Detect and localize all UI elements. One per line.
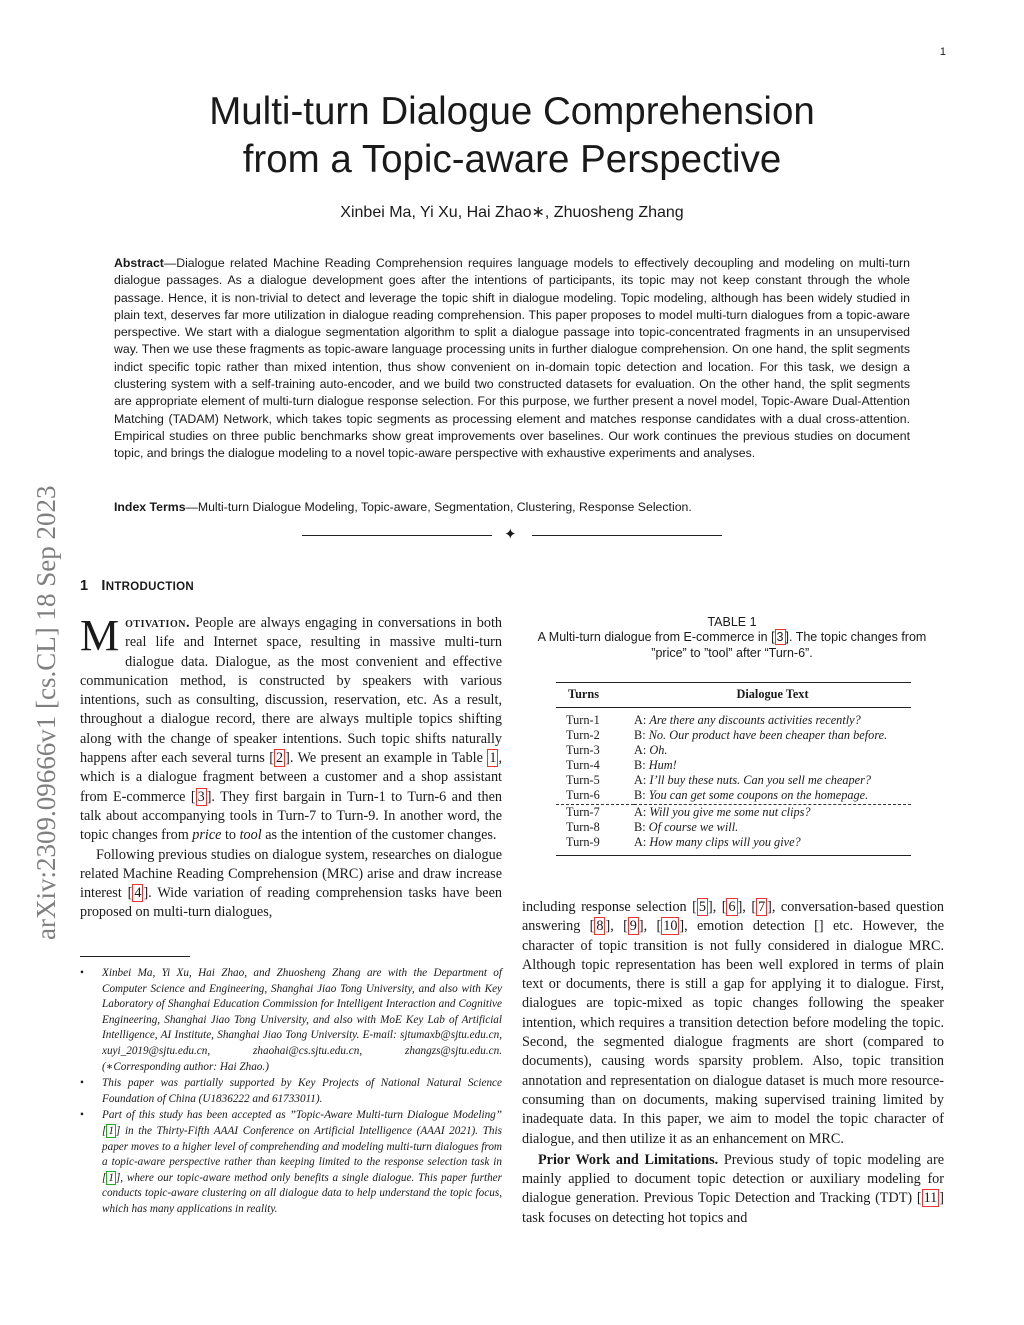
citation-link[interactable]: 9 — [629, 918, 637, 935]
section-initial: I — [101, 578, 106, 594]
section-separator — [302, 526, 722, 546]
speaker-label: B: — [634, 728, 646, 743]
text-run: ] task focuses on detecting hot topics and — [522, 1190, 944, 1226]
author-list: Xinbei Ma, Yi Xu, Hai Zhao∗, Zhuosheng Zhang — [340, 204, 684, 221]
utterance-cell — [634, 708, 911, 729]
page-number: 1 — [939, 46, 946, 58]
table-row — [556, 820, 911, 835]
title-line-2: from a Topic-aware Perspective — [242, 138, 782, 181]
right-column — [522, 898, 944, 1228]
emphasis-price: price — [192, 827, 222, 844]
separator-line-left — [302, 535, 492, 536]
turn-cell: Turn-8 — [566, 819, 600, 834]
section-title-rest: NTRODUCTION — [105, 581, 194, 593]
utterance-text: You can get some coupons on the homepage. — [648, 788, 869, 803]
turn-cell: Turn-2 — [566, 728, 600, 743]
table-row — [556, 804, 911, 820]
table-row — [556, 835, 911, 856]
footnotes — [80, 966, 502, 1219]
column-header-turns: Turns — [556, 683, 634, 708]
index-terms — [114, 499, 910, 516]
speaker-label: A: — [634, 834, 647, 849]
text-run: ]. We present an example in Table — [285, 750, 488, 767]
turn-cell: Turn-5 — [566, 773, 600, 788]
speaker-label: A: — [634, 804, 647, 819]
paper-title — [112, 88, 912, 184]
speaker-label: B: — [634, 788, 646, 803]
text-run: ]. They first bargain in Turn-1 to Turn-6 and then talk about accompanying tools in Turn-7 to Turn-9. In another word, the topic changes from — [80, 788, 502, 844]
footnote-funding: • This paper was partially supported by Key Projects of National Natural Science Foundation of China (U1836222 and 61733011). — [80, 1076, 502, 1107]
utterance-cell — [634, 804, 911, 820]
table-header-row — [556, 683, 911, 708]
text-run: , which is a dialogue fragment between a customer and a shop assistant from E-commerce [ — [80, 750, 502, 805]
utterance-text: No. Our product have been cheaper than before. — [648, 728, 888, 743]
arxiv-stamp: arXiv:2309.09666v1 [cs.CL] 18 Sep 2023 — [31, 485, 61, 940]
utterance-cell — [634, 743, 911, 758]
text-run: Previous study of topic modeling are mainly applied to document topic detection or auxiliary modeling for dialogue generation. Previous Topic Detection and Tracking (TDT) [ — [522, 1151, 945, 1207]
dialogue-table — [556, 682, 911, 856]
speaker-label: A: — [634, 773, 647, 788]
citation-link[interactable]: 7 — [758, 899, 766, 915]
text-run: as the intention of the customer changes. — [261, 827, 497, 844]
table-reference-link[interactable]: 1 — [489, 750, 497, 767]
utterance-text: Will you give me some nut clips? — [649, 804, 811, 819]
utterance-cell — [634, 788, 911, 804]
intro-paragraph-1 — [80, 611, 502, 846]
speaker-label: B: — [634, 819, 646, 834]
table-row — [556, 758, 911, 773]
utterance-text: How many clips will you give? — [649, 834, 801, 849]
table-row — [556, 743, 911, 758]
intro-paragraph-2 — [80, 846, 502, 923]
citation-link[interactable]: 3 — [197, 788, 205, 805]
turn-cell: Turn-3 — [566, 743, 600, 758]
abstract-label: Abstract — [114, 256, 164, 270]
title-line-1: Multi-turn Dialogue Comprehension — [209, 90, 815, 133]
index-terms-text: —Multi-turn Dialogue Modeling, Topic-aware, Segmentation, Clustering, Response Selection. — [185, 500, 692, 514]
speaker-label: B: — [634, 758, 646, 773]
index-terms-label: Index Terms — [114, 500, 186, 514]
table-row — [556, 708, 911, 729]
citation-link[interactable]: 8 — [596, 918, 604, 935]
citation-link[interactable]: 11 — [923, 1190, 938, 1207]
utterance-cell — [634, 773, 911, 788]
utterance-cell — [634, 820, 911, 835]
right-paragraph-1 — [522, 898, 944, 1149]
separator-diamond-icon: ✦ — [504, 527, 517, 543]
separator-line-right — [532, 535, 722, 536]
speaker-label: A: — [634, 743, 647, 758]
utterance-text: Hum! — [648, 758, 677, 773]
citation-link[interactable]: 4 — [134, 885, 142, 902]
drop-cap: M — [80, 611, 120, 660]
table-row — [556, 728, 911, 743]
run-in-heading: otivation. — [125, 615, 190, 631]
table-row-topic-boundary — [556, 788, 911, 804]
utterance-text: Of course we will. — [648, 819, 739, 834]
turn-cell: Turn-7 — [566, 804, 600, 819]
section-heading-introduction — [80, 578, 194, 594]
right-paragraph-2 — [522, 1151, 944, 1228]
text-run: People are always engaging in conversations in both real life and Internet space, resulting in massive multi-turn dialogue data. Dialogue, as the most convenient and effective communication method, is constructed by speakers with various intentions, such as consulting, discussion, reservation, etc. As a result, throughout a dialogue record, there are always multiple topics shifting along with the change of speaker intentions. Such topic shifts naturally happens after each several turns [ — [80, 615, 502, 767]
utterance-text: Are there any discounts activities recently? — [649, 713, 861, 727]
text-run: ]. The topic changes from ”price” to ”tool” after “Turn-6”. — [651, 630, 927, 660]
text-run: Following previous studies on dialogue system, researches on dialogue related Machine Reading Comprehension (MRC) arise and draw increase interest [ — [80, 846, 502, 902]
citation-link[interactable]: 10 — [663, 918, 678, 935]
text-run: ], [ — [737, 899, 757, 915]
text-run: Part of this study has been accepted as ”Topic-Aware Multi-turn Dialogue Modeling” [ — [102, 1109, 502, 1137]
left-column — [80, 611, 502, 923]
footnote-prior-publication — [80, 1108, 502, 1217]
utterance-cell — [634, 728, 911, 743]
citation-link[interactable]: 1 — [108, 1171, 114, 1184]
text-run: ]. Wide variation of reading comprehension tasks have been proposed on multi-turn dialogues, — [80, 885, 502, 921]
table-label: TABLE 1 — [707, 615, 757, 629]
footnote-affiliation: • Xinbei Ma, Yi Xu, Hai Zhao, and Zhuosheng Zhang are with the Department of Computer Science and Engineering, Shanghai Jiao Tong University, and also with Key Laboratory of Shanghai Education Commission for Intelligent Interaction and Cognitive Engineering, Shanghai Jiao Tong University, and also with MoE Key Lab of Artificial Intelligence, AI Institute, Shanghai Jiao Tong University. E-mail: sjtumaxb@sjtu.edu.cn, xuyi_2019@sjtu.edu.cn, zhaohai@cs.sjtu.edu.cn, zhangzs@sjtu.edu.cn. (∗Corresponding author: Hai Zhao.) — [80, 966, 502, 1075]
emphasis-tool: tool — [239, 827, 262, 844]
citation-link[interactable]: 5 — [698, 899, 706, 915]
text-run: ], conversation-based question answering [ — [522, 899, 945, 935]
run-in-heading: Prior Work and Limitations. — [538, 1151, 719, 1168]
text-run: ], [ — [707, 899, 727, 915]
text-run: ], where our topic-aware method only benefits a single dialogue. This paper further conducts topic-aware clustering on all dialogue data to help understand the topic focus, which has many applications in reality. — [102, 1171, 502, 1215]
citation-link[interactable]: 6 — [728, 899, 736, 915]
column-header-dialogue-text: Dialogue Text — [634, 683, 911, 708]
turn-cell: Turn-6 — [556, 788, 634, 804]
turn-cell: Turn-4 — [566, 758, 600, 773]
text-run: including response selection [ — [522, 899, 697, 915]
abstract-text: —Dialogue related Machine Reading Comprehension requires language models to effectively decoupling and modeling on multi-turn dialogue passages. As a dialogue development goes after the intentions of participants, its topic may not keep constant through the whole passage. Hence, it is non-trivial to detect and leverage the topic shift in dialogue modeling. Topic modeling, although has been widely studied in plain text, deserves far more utilization in dialogue reading comprehension. This paper proposes to model multi-turn dialogues from a topic-aware perspective. We start with a dialogue segmentation algorithm to split a dialogue passage into topic-concentrated fragments in an unsupervised way. Then we use these fragments as topic-aware language processing units in further dialogue comprehension. On one hand, the split segments indict specific topic rather than mixed intention, thus show convenient on in-domain topic detection and location. For this task, we design a clustering system with a self-training auto-encoder, and we build two constructed datasets for evaluation. On the other hand, the split segments are appropriate element of multi-turn dialogue response selection. For this purpose, we further present a novel model, Topic-Aware Dual-Attention Matching (TADAM) Network, which takes topic segments as processing element and matches response candidates with a dual cross-attention. Empirical studies on three public benchmarks show great improvements over baselines. Our work continues the previous studies on document topic, and brings the dialogue modeling to a novel topic-aware perspective with exhaustive experiments and analyses. — [114, 256, 910, 461]
utterance-cell — [634, 835, 911, 856]
turn-cell: Turn-9 — [556, 835, 634, 856]
table-caption — [522, 630, 942, 661]
utterance-text: Oh. — [649, 743, 668, 758]
footnote-rule — [80, 956, 190, 957]
citation-link[interactable]: 1 — [108, 1124, 114, 1137]
text-run: ], emotion detection [] etc. However, the character of topic transition is not fully considered in dialogue MRC. Although topic representation has been well explored in terms of plain text or documents, there is still a gap for applying it to dialogue. First, dialogues are topic-mixed as topic changes following the speaker intention, which requires a transition detection before modeling the topic. Second, the segmented dialogue fragments are short (compared to documents), causing words sparsity problem. Also, topic transition annotation and representation on dialogue dataset is much more resource-consuming than on documents, making supervised training limited by inadequate data. In this paper, we aim to model the topic character of dialogue, and then utilize it as an enhancement on MRC. — [522, 918, 944, 1147]
utterance-text: I’ll buy these nuts. Can you sell me cheaper? — [649, 773, 872, 788]
section-number: 1 — [80, 578, 89, 594]
text-run: to — [221, 827, 240, 844]
text-run: A Multi-turn dialogue from E-commerce in [ — [537, 630, 775, 644]
utterance-cell — [634, 758, 911, 773]
table-row — [556, 773, 911, 788]
citation-link[interactable]: 3 — [776, 630, 784, 644]
speaker-label: A: — [634, 713, 647, 727]
text-run: ] in the Thirty-Fifth AAAI Conference on Artificial Intelligence (AAAI 2021). This paper moves to a higher level of comprehending and modeling multi-turn dialogues from a topic-aware perspective rather than keeping limited to the response selection task in [ — [102, 1124, 502, 1184]
turn-cell: Turn-1 — [566, 713, 600, 727]
abstract — [114, 255, 910, 463]
text-run: ], [ — [638, 918, 662, 935]
citation-link[interactable]: 2 — [276, 750, 284, 767]
text-run: ], [ — [605, 918, 628, 935]
